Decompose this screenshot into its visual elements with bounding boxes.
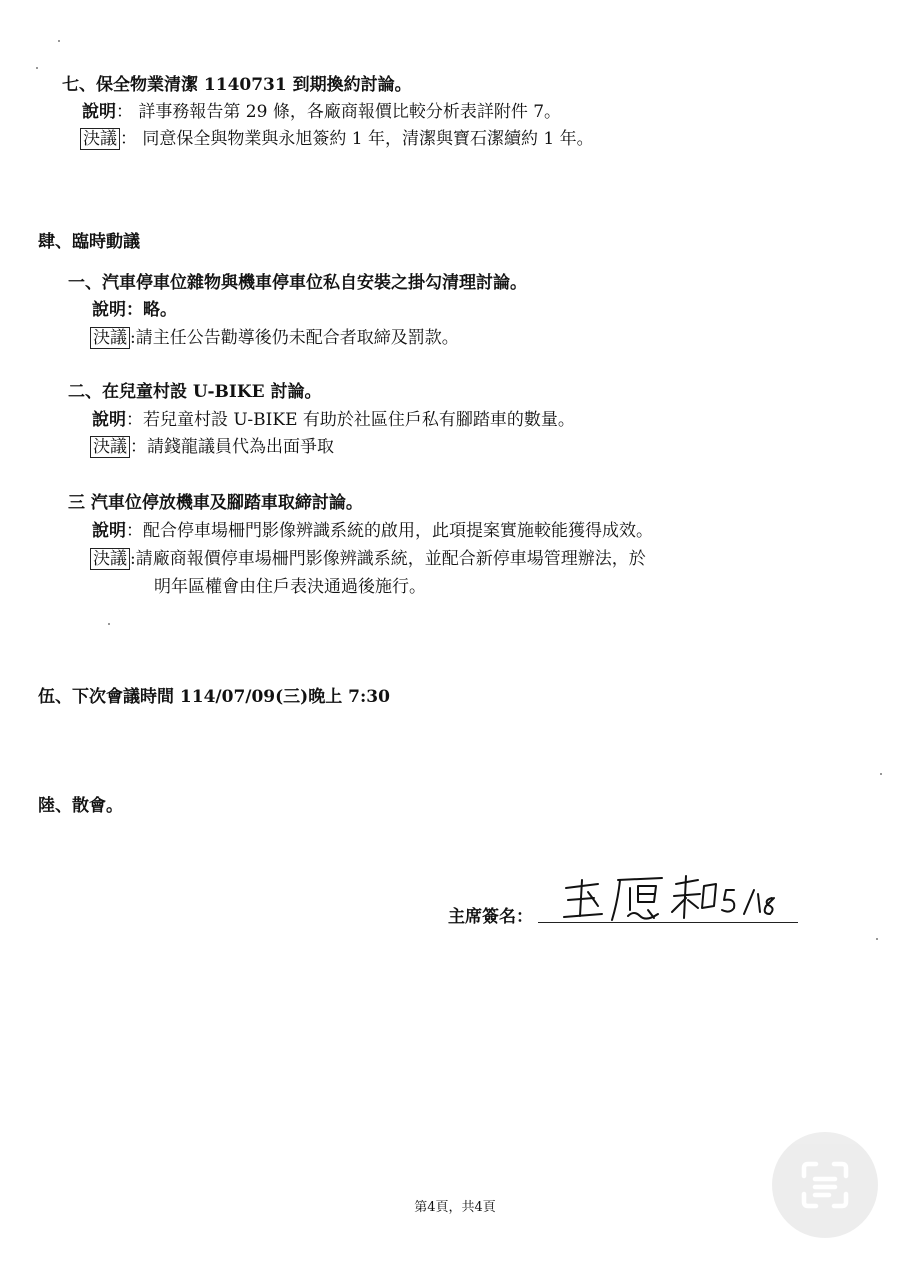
item2-resolution [90,436,334,458]
scan-speck [880,773,882,775]
item2-desc [92,409,575,431]
resolution-text: :請主任公告勸導後仍未配合者取締及罰款。 [130,328,459,348]
sec7-resolution [80,128,594,150]
item3-desc [92,520,653,542]
scan-speck [36,67,38,69]
resolution-text: ：請錢龍議員代為出面爭取 [130,437,334,457]
signature-label: 主席簽名： [448,907,533,927]
item1-resolution [90,327,459,349]
resolution-text: ： 同意保全與物業與永旭簽約 1 年，清潔與寶石潔續約 1 年。 [120,129,594,149]
item3-title: 三 汽車位停放機車及腳踏車取締討論。 [68,493,363,513]
resolution-label: 決議 [90,548,130,570]
desc-text: ：若兒童村設 U-BIKE 有助於社區住戶私有腳踏車的數量。 [126,410,575,430]
resolution-label: 決議 [90,327,130,349]
item2-title: 二、在兒童村設 U-BIKE 討論。 [68,382,322,402]
sec5-next-meeting: 伍、下次會議時間 114/07/09(三)晚上 7:30 [38,687,390,707]
signature-block [448,870,808,930]
desc-label: 說明 [92,300,126,320]
resolution-label: 決議 [90,436,130,458]
sec7-desc [82,101,561,123]
desc-text: ：略。 [126,300,177,320]
page-footer: 第4頁，共4頁 [414,1200,496,1215]
scan-speck [108,623,110,625]
desc-label: 說明 [92,521,126,541]
resolution-label: 決議 [80,128,120,150]
desc-label: 說明 [92,410,126,430]
desc-label: 說明 [82,102,116,122]
resolution-text: :請廠商報價停車場柵門影像辨識系統，並配合新停車場管理辦法，於 [130,549,646,569]
document-scan-icon [772,1132,878,1238]
item1-desc [92,299,177,321]
sec4-heading: 肆、臨時動議 [38,232,140,252]
item1-title: 一、汽車停車位雜物與機車停車位私自安裝之掛勾清理討論。 [68,273,527,293]
sec6-adjourn: 陸、散會。 [38,796,123,816]
desc-text: ： 詳事務報告第 29 條，各廠商報價比較分析表詳附件 7。 [116,102,562,122]
scan-speck [58,40,60,42]
handwritten-signature [558,870,788,928]
item3-resolution [90,548,646,570]
document-scan-button[interactable] [772,1132,878,1238]
desc-text: ：配合停車場柵門影像辨識系統的啟用，此項提案實施較能獲得成效。 [126,521,653,541]
scan-speck [876,938,878,940]
item3-resolution-cont: 明年區權會由住戶表決通過後施行。 [154,577,426,597]
sec7-title: 七、保全物業清潔 1140731 到期換約討論。 [62,75,412,95]
